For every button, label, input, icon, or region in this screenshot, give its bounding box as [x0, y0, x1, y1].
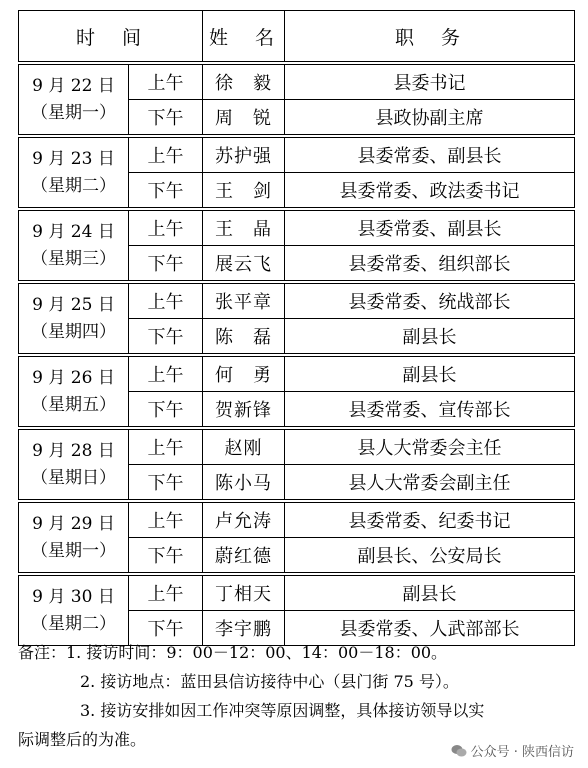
- name-cell: 陈小马: [203, 465, 285, 500]
- note-adjustment-cont: 际调整后的为准。: [18, 730, 147, 749]
- date-cell: [19, 430, 129, 500]
- date-text: 9 月 29 日: [32, 513, 115, 534]
- note-adjustment: 3. 接访安排如因工作冲突等原因调整，具体接访领导以实: [80, 701, 485, 720]
- weekday-text: （星期三）: [31, 248, 116, 269]
- table-header: [19, 11, 575, 62]
- date-text: 9 月 24 日: [32, 221, 115, 242]
- session-cell: 下午: [129, 173, 203, 208]
- name-cell: 展云飞: [203, 246, 285, 281]
- date-cell: [19, 284, 129, 354]
- date-text: 9 月 22 日: [32, 75, 115, 96]
- note-time: 备注：1. 接访时间：9：00－12：00、14：00－18：00。: [18, 643, 448, 662]
- date-text: 9 月 26 日: [32, 367, 115, 388]
- session-cell: 上午: [129, 430, 203, 465]
- weekday-text: （星期四）: [31, 321, 116, 342]
- session-cell: 下午: [129, 246, 203, 281]
- name-cell: 蔚红德: [203, 538, 285, 573]
- date-cell: [19, 211, 129, 281]
- date-cell: [19, 138, 129, 208]
- role-cell: 县委书记: [285, 65, 575, 100]
- name-cell: 王 晶: [203, 211, 285, 246]
- name-cell: 陈 磊: [203, 319, 285, 354]
- session-cell: 上午: [129, 65, 203, 100]
- role-cell: 县委常委、统战部长: [285, 284, 575, 319]
- header-time: 时 间: [19, 11, 203, 62]
- table-row: [19, 138, 575, 173]
- watermark: [451, 741, 574, 760]
- session-cell: 下午: [129, 538, 203, 573]
- session-cell: 上午: [129, 357, 203, 392]
- weekday-text: （星期一）: [31, 540, 116, 561]
- role-cell: 县委常委、政法委书记: [285, 173, 575, 208]
- role-cell: 县委常委、纪委书记: [285, 503, 575, 538]
- date-cell: [19, 503, 129, 573]
- session-cell: 上午: [129, 503, 203, 538]
- name-cell: 赵刚: [203, 430, 285, 465]
- date-text: 9 月 30 日: [32, 586, 115, 607]
- role-cell: 县委常委、组织部长: [285, 246, 575, 281]
- session-cell: 上午: [129, 284, 203, 319]
- session-cell: 下午: [129, 319, 203, 354]
- date-text: 9 月 28 日: [32, 440, 115, 461]
- role-cell: 副县长: [285, 576, 575, 611]
- role-cell: 县委常委、副县长: [285, 138, 575, 173]
- table-row: [19, 65, 575, 100]
- name-cell: 王 剑: [203, 173, 285, 208]
- weekday-text: （星期五）: [31, 394, 116, 415]
- role-cell: 县人大常委会主任: [285, 430, 575, 465]
- name-cell: 徐 毅: [203, 65, 285, 100]
- role-cell: 县政协副主席: [285, 100, 575, 135]
- date-text: 9 月 25 日: [32, 294, 115, 315]
- table-row: [19, 357, 575, 392]
- header-name: 姓 名: [203, 11, 285, 62]
- weekday-text: （星期日）: [31, 467, 116, 488]
- name-cell: 卢允涛: [203, 503, 285, 538]
- wechat-icon: [451, 744, 467, 758]
- role-cell: 县委常委、人武部部长: [285, 611, 575, 646]
- name-cell: 贺新锋: [203, 392, 285, 427]
- note-location: 2. 接访地点：蓝田县信访接待中心（县门街 75 号）。: [80, 672, 459, 691]
- name-cell: 李宇鹏: [203, 611, 285, 646]
- date-cell: [19, 357, 129, 427]
- name-cell: 周 锐: [203, 100, 285, 135]
- session-cell: 下午: [129, 465, 203, 500]
- header-role: 职 务: [285, 11, 575, 62]
- name-cell: 张平章: [203, 284, 285, 319]
- date-text: 9 月 23 日: [32, 148, 115, 169]
- table-row: [19, 284, 575, 319]
- date-cell: [19, 65, 129, 135]
- date-cell: [19, 576, 129, 646]
- table-row: [19, 430, 575, 465]
- table-row: [19, 503, 575, 538]
- weekday-text: （星期二）: [31, 175, 116, 196]
- session-cell: 上午: [129, 138, 203, 173]
- role-cell: 县委常委、宣传部长: [285, 392, 575, 427]
- session-cell: 下午: [129, 611, 203, 646]
- watermark-text: 公众号 · 陕西信访: [470, 745, 574, 760]
- role-cell: 副县长、公安局长: [285, 538, 575, 573]
- session-cell: 下午: [129, 392, 203, 427]
- name-cell: 丁相天: [203, 576, 285, 611]
- table-row: [19, 211, 575, 246]
- notes: [18, 638, 578, 754]
- role-cell: 县委常委、副县长: [285, 211, 575, 246]
- table-row: [19, 576, 575, 611]
- name-cell: 苏护强: [203, 138, 285, 173]
- session-cell: 下午: [129, 100, 203, 135]
- schedule-table: [18, 10, 575, 646]
- weekday-text: （星期一）: [31, 102, 116, 123]
- role-cell: 县人大常委会副主任: [285, 465, 575, 500]
- role-cell: 副县长: [285, 357, 575, 392]
- session-cell: 上午: [129, 576, 203, 611]
- weekday-text: （星期二）: [31, 613, 116, 634]
- session-cell: 上午: [129, 211, 203, 246]
- role-cell: 副县长: [285, 319, 575, 354]
- name-cell: 何 勇: [203, 357, 285, 392]
